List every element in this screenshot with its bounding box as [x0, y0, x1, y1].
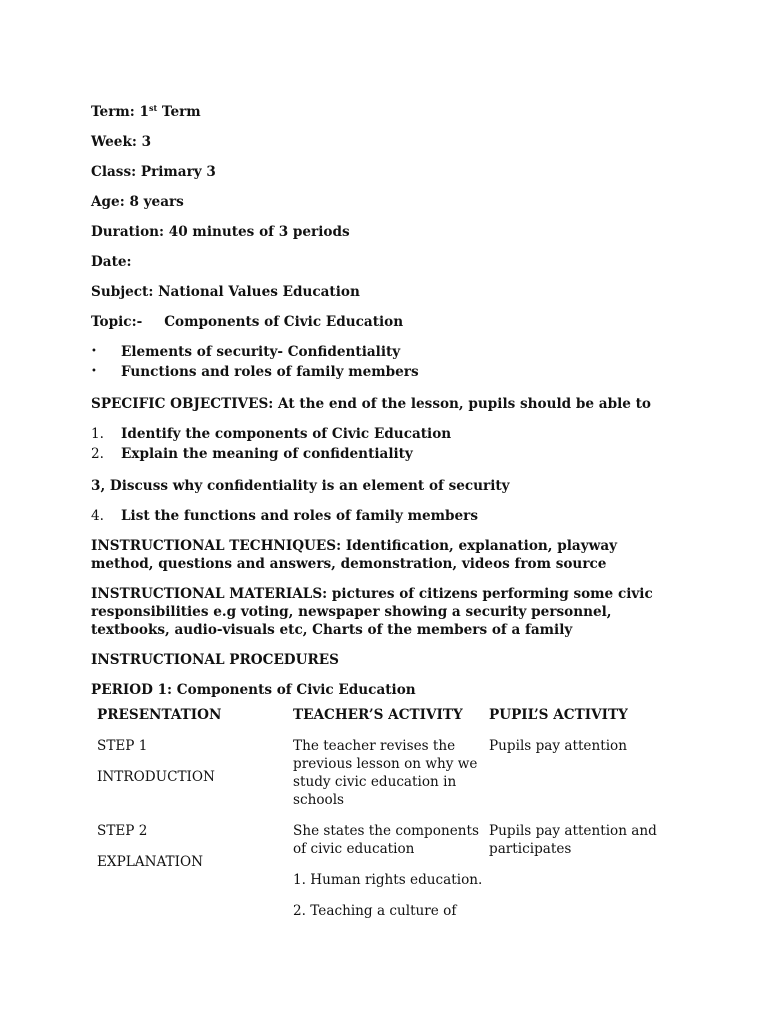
topic-value: Components of Civic Education [164, 314, 404, 330]
step-label: STEP 1 [97, 738, 148, 754]
list-item: • Functions and roles of family members [91, 364, 419, 380]
age-line: Age: 8 years [91, 194, 184, 210]
list-item: 1. Identify the components of Civic Education [91, 426, 452, 442]
topic-line [91, 313, 671, 331]
instructional-techniques: INSTRUCTIONAL TECHNIQUES: Identification, explanation, playway method, questions and answers, demonstration, videos from source [91, 538, 618, 572]
subject-line: Subject: National Values Education [91, 284, 360, 300]
class-line: Class: Primary 3 [91, 164, 216, 180]
term-superscript: st [148, 103, 158, 113]
document-body [91, 103, 671, 711]
column-header-pupil: PUPIL’S ACTIVITY [489, 707, 628, 723]
term-label: Term: 1 [91, 104, 149, 120]
stage-label: INTRODUCTION [97, 769, 215, 785]
table-header-row [91, 706, 669, 737]
topic-bullet-list [91, 343, 671, 383]
objectives-list [91, 425, 671, 465]
date-line: Date: [91, 254, 132, 270]
objective-4: 4. List the functions and roles of family members [91, 508, 478, 524]
teacher-activity-text: The teacher revises the previous lesson on why we study civic education in schools [293, 738, 478, 808]
procedures-heading: INSTRUCTIONAL PROCEDURES [91, 652, 339, 668]
topic-label: Topic:- [91, 314, 143, 330]
teacher-activity-cell [293, 737, 489, 822]
week-line: Week: 3 [91, 134, 152, 150]
bullet-icon: • [91, 346, 97, 357]
stage-label: EXPLANATION [97, 854, 204, 870]
teacher-activity-cell [293, 822, 489, 933]
objective-3: 3, Discuss why confidentiality is an element of security [91, 478, 510, 494]
instructional-materials: INSTRUCTIONAL MATERIALS: pictures of citizens performing some civic responsibilities e.g voting, newspaper showing a security personnel, textbooks, audio-visuals etc, Charts of the members of a family [91, 586, 653, 638]
teacher-activity-text: 1. Human rights education. [293, 872, 483, 888]
list-item: • Elements of security- Confidentiality [91, 344, 401, 360]
step-label: STEP 2 [97, 823, 148, 839]
teacher-activity-text: She states the components of civic education [293, 823, 479, 857]
column-header-teacher: TEACHER’S ACTIVITY [293, 707, 463, 723]
column-header-presentation: PRESENTATION [97, 707, 222, 723]
procedure-table [91, 706, 669, 933]
bullet-icon: • [91, 366, 97, 377]
presentation-cell [91, 737, 293, 822]
pupil-activity-text: Pupils pay attention [489, 738, 627, 754]
presentation-cell [91, 822, 293, 933]
period-heading: PERIOD 1: Components of Civic Education [91, 682, 416, 698]
pupil-activity-text: Pupils pay attention and participates [489, 823, 657, 857]
table-row [91, 737, 669, 822]
term-suffix: Term [157, 104, 201, 120]
teacher-activity-text: 2. Teaching a culture of [293, 903, 457, 919]
list-item: 2. Explain the meaning of confidentiality [91, 446, 413, 462]
objectives-heading: SPECIFIC OBJECTIVES: At the end of the lesson, pupils should be able to [91, 396, 651, 412]
table-row [91, 822, 669, 933]
duration-line: Duration: 40 minutes of 3 periods [91, 224, 350, 240]
pupil-activity-cell [489, 737, 669, 822]
pupil-activity-cell [489, 822, 669, 933]
term-line [91, 103, 671, 121]
